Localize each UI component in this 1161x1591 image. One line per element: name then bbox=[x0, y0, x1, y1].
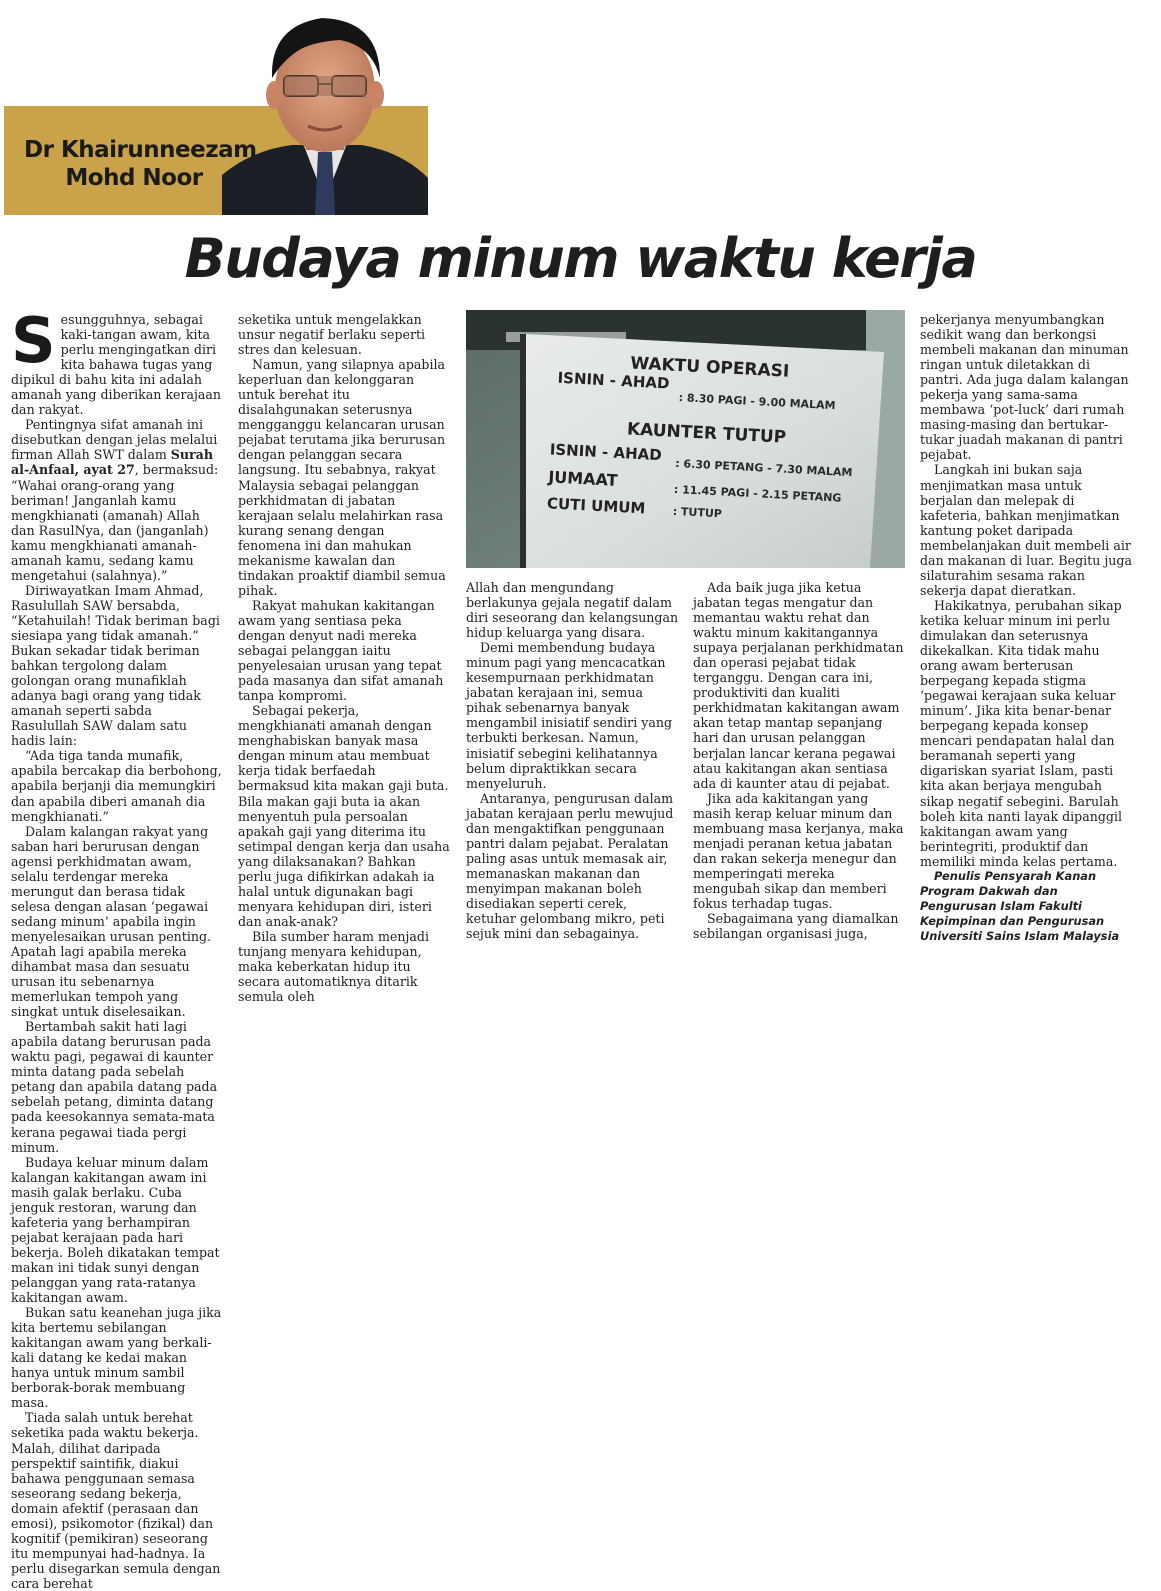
surah-reference: Surah al-Anfaal, ayat 27 bbox=[11, 447, 213, 478]
article-column-5 bbox=[920, 312, 1134, 944]
paragraph: Demi membendung budaya minum pagi yang mencacatkan kesempurnaan perkhidmatan jabatan kerajaan ini, semua pihak sebenarnya banyak mengambil inisiatif sendiri yang terbukti berkesan. Namun, inisiatif sebegini kelihatannya belum dipraktikkan secara menyeluruh. bbox=[466, 640, 673, 791]
paragraph: Tiada salah untuk berehat seketika pada waktu bekerja. Malah, dilihat daripada perspektif saintifik, diakui bahawa penggunaan semasa seseorang sedang bekerja, domain afektif (perasaan dan emosi), psikomotor (fizikal) dan kognitif (pemikiran) seseorang itu mempunyai had-hadnya. Ia perlu disegarkan semula dengan cara berehat bbox=[11, 1410, 221, 1591]
paragraph-intro: Sesungguhnya, sebagai kaki-tangan awam, kita perlu mengingatkan diri kita bahawa tugas yang dipikul di bahu kita ini adalah amanah yang diberikan kerajaan dan rakyat. bbox=[11, 304, 222, 418]
paragraph: Antaranya, pengurusan dalam jabatan kerajaan perlu mewujud dan mengaktifkan penggunaan pantri dalam pejabat. Peralatan paling asas untuk memasak air, memanaskan makanan dan menyimpan makanan boleh disediakan seperti cerek, ketuhar gelombang mikro, peti sejuk mini dan sebagainya. bbox=[466, 790, 674, 942]
paragraph: Allah dan mengundang berlakunya gejala negatif dalam diri seseorang dan kelangsungan hidup keluarga yang disara. bbox=[466, 580, 679, 641]
sign-row3-label: JUMAAT bbox=[547, 467, 619, 490]
sign-row2-label: ISNIN - AHAD bbox=[549, 440, 663, 465]
paragraph: Namun, yang silapnya apabila keperluan dan kelonggaran untuk berehat itu disalahgunakan seterusnya mengganggu kelancaran urusan pejabat terutama jika berurusan dengan pelanggan secara langsung. Itu sebabnya, rakyat Malaysia sebagai pelanggan perkhidmatan di jabatan kerajaan selalu melahirkan rasa kurang senang dengan fenomena ini dan mahukan mekanisme kawalan dan tindakan proaktif diambil semua pihak. bbox=[238, 357, 446, 598]
paragraph: Bertambah sakit hati lagi apabila datang berurusan pada waktu pagi, pegawai di kaunter minta datang pada sebelah petang dan apabila datang pada sebelah petang, diminta datang pada keesokannya semata-mata kerana pegawai tiada pergi minum. bbox=[11, 1019, 218, 1155]
sign-row2-value: : 6.30 PETANG - 7.30 MALAM bbox=[674, 456, 853, 480]
article-column-1 bbox=[11, 304, 223, 1591]
paragraph: Sebagai pekerja, mengkhianati amanah dengan menghabiskan banyak masa dengan minum atau membuat kerja tidak berfaedah bermaksud kita makan gaji buta. Bila makan gaji buta ia akan menyentuh pula persoalan apakah gaji yang diterima itu setimpal dengan kerja dan usaha yang dilaksanakan? Bahkan perlu juga difikirkan adakah ia halal untuk digunakan bagi menyara kehidupan diri, isteri dan anak-anak? bbox=[238, 703, 450, 929]
author-photo bbox=[222, 0, 428, 215]
paragraph: Budaya keluar minum dalam kalangan kakitangan awam ini masih galak berlaku. Cuba jenguk restoran, warung dan kafeteria yang berhampiran pejabat kerajaan pada hari bekerja. Boleh dikatakan tempat makan ini tidak sunyi dengan pelanggan yang rata-ratanya kakitangan awam. bbox=[11, 1154, 220, 1306]
author-name-line2: Mohd Noor bbox=[65, 165, 203, 191]
author-credit: Penulis Pensyarah Kanan Program Dakwah dan Pengurusan Islam Fakulti Kepimpinan dan Pengurusan Universiti Sains Islam Malaysia bbox=[920, 868, 1120, 943]
paragraph: Diriwayatkan Imam Ahmad, Rasulullah SAW bersabda, “Ketahuilah! Tidak beriman bagi siesiapa yang tidak amanah.” Bukan sekadar tidak beriman bahkan tergolong dalam golongan orang munafiklah adanya bagi orang yang tidak amanah seperti sabda Rasulullah SAW dalam satu hadis lain: bbox=[11, 582, 220, 749]
paragraph: Hakikatnya, perubahan sikap ketika keluar minum ini perlu dimulakan dan seterusnya dikekalkan. Kita tidak mahu orang awam berterusan berpegang kepada stigma ‘pegawai kerajaan suka keluar minum’. Jika kita benar-benar berpegang kepada konsep mencari pendapatan halal dan beramanah seperti yang digariskan syariat Islam, pasti kita akan berjaya mengubah sikap negatif sebegini. Barulah boleh kita nanti layak dipanggil kakitangan awam yang berintegriti, produktif dan memiliki minda kelas pertama. bbox=[920, 597, 1123, 869]
sign-row1-label: ISNIN - AHAD bbox=[557, 368, 670, 393]
sign-row3-value: : 11.45 PAGI - 2.15 PETANG bbox=[673, 482, 842, 505]
sign-row4-value: : TUTUP bbox=[672, 504, 723, 521]
author-name-line1: Dr Khairunneezam bbox=[24, 137, 257, 163]
author-name bbox=[24, 136, 257, 192]
paragraph: Bila sumber haram menjadi tunjang menyara kehidupan, maka keberkatan hidup itu secara automatiknya ditarik semula oleh bbox=[238, 928, 429, 1005]
drop-cap: S bbox=[11, 304, 56, 377]
paragraph: Sebagaimana yang diamalkan sebilangan organisasi juga, bbox=[693, 911, 899, 942]
sign-heading-operasi: WAKTU OPERASI bbox=[629, 353, 790, 382]
paragraph: Langkah ini bukan saja menjimatkan masa untuk berjalan dan melepak di kafeteria, bahkan menjimatkan kantung poket daripada membelanjakan duit membeli air dan makanan di luar. Begitu juga silaturahim sesama rakan sekerja dapat dieratkan. bbox=[920, 462, 1132, 598]
paragraph: Bukan satu keanehan juga jika kita bertemu sebilangan kakitangan awam yang berkali-kali datang ke kedai makan hanya untuk minum sambil berborak-borak membuang masa. bbox=[11, 1305, 222, 1411]
article-column-2 bbox=[238, 312, 450, 1004]
paragraph: Rakyat mahukan kakitangan awam yang sentiasa peka dengan denyut nadi mereka sebagai pelanggan iaitu penyelesaian urusan yang tepat pada masanya dan sifat amanah tanpa kompromi. bbox=[238, 597, 444, 704]
paragraph: “Ada tiga tanda munafik, apabila bercakap dia berbohong, apabila berjanji dia memungkiri dan apabila diberi amanah dia mengkhianati.” bbox=[11, 748, 222, 824]
paragraph: seketika untuk mengelakkan unsur negatif berlaku seperti stres dan kelesuan. bbox=[238, 312, 426, 358]
paragraph: Pentingnya sifat amanah ini disebutkan dengan jelas melalui firman Allah SWT dalam Surah al-Anfaal, ayat 27, bermaksud: “Wahai orang-orang yang beriman! Janganlah kamu mengkhianati (amanah) Allah dan RasulNya, dan (janganlah) kamu mengkhianati amanah-amanah kamu, sedang kamu mengetahui (salahnya).” bbox=[11, 417, 219, 583]
sign-heading-kaunter: KAUNTER TUTUP bbox=[626, 419, 787, 448]
paragraph: Dalam kalangan rakyat yang saban hari berurusan dengan agensi perkhidmatan awam, selalu terdengar mereka merungut dan berasa tidak selesa dengan alasan ‘pegawai sedang minum’ apabila ingin menyelesaikan urusan penting. Apatah lagi apabila mereka dihambat masa dan sesuatu urusan itu sebenarnya memerlukan tempoh yang singkat untuk diselesaikan. bbox=[11, 823, 212, 1020]
article-column-4 bbox=[693, 580, 905, 941]
headline: Budaya minum waktu kerja bbox=[184, 227, 977, 290]
sign-row1-value: : 8.30 PAGI - 9.00 MALAM bbox=[678, 391, 836, 413]
paragraph: Ada baik juga jika ketua jabatan tegas mengatur dan memantau waktu rehat dan waktu minum kakitangannya supaya perjalanan perkhidmatan dan operasi pejabat tidak terganggu. Dengan cara ini, produktiviti dan kualiti perkhidmatan kakitangan awam akan tetap mantap sepanjang hari dan urusan pelanggan berjalan lancar kerana pegawai atau kakitangan akan sentiasa ada di kaunter atau di pejabat. bbox=[693, 580, 904, 791]
sign-photo bbox=[466, 310, 905, 568]
paragraph: Jika ada kakitangan yang masih kerap keluar minum dan membuang masa kerjanya, maka menjadi peranan ketua jabatan dan rakan sekerja menegur dan memperingati mereka mengubah sikap dan memberi fokus terhadap tugas. bbox=[693, 790, 904, 911]
article-column-3 bbox=[466, 580, 680, 941]
paragraph: pekerjanya menyumbangkan sedikit wang dan berkongsi membeli makanan dan minuman ringan untuk diletakkan di pantri. Ada juga dalam kalangan pekerja yang sama-sama membawa ‘pot-luck’ dari rumah masing-masing dan bertukar-tukar juadah makanan di pantri pejabat. bbox=[920, 312, 1129, 463]
sign-row4-label: CUTI UMUM bbox=[546, 494, 646, 518]
